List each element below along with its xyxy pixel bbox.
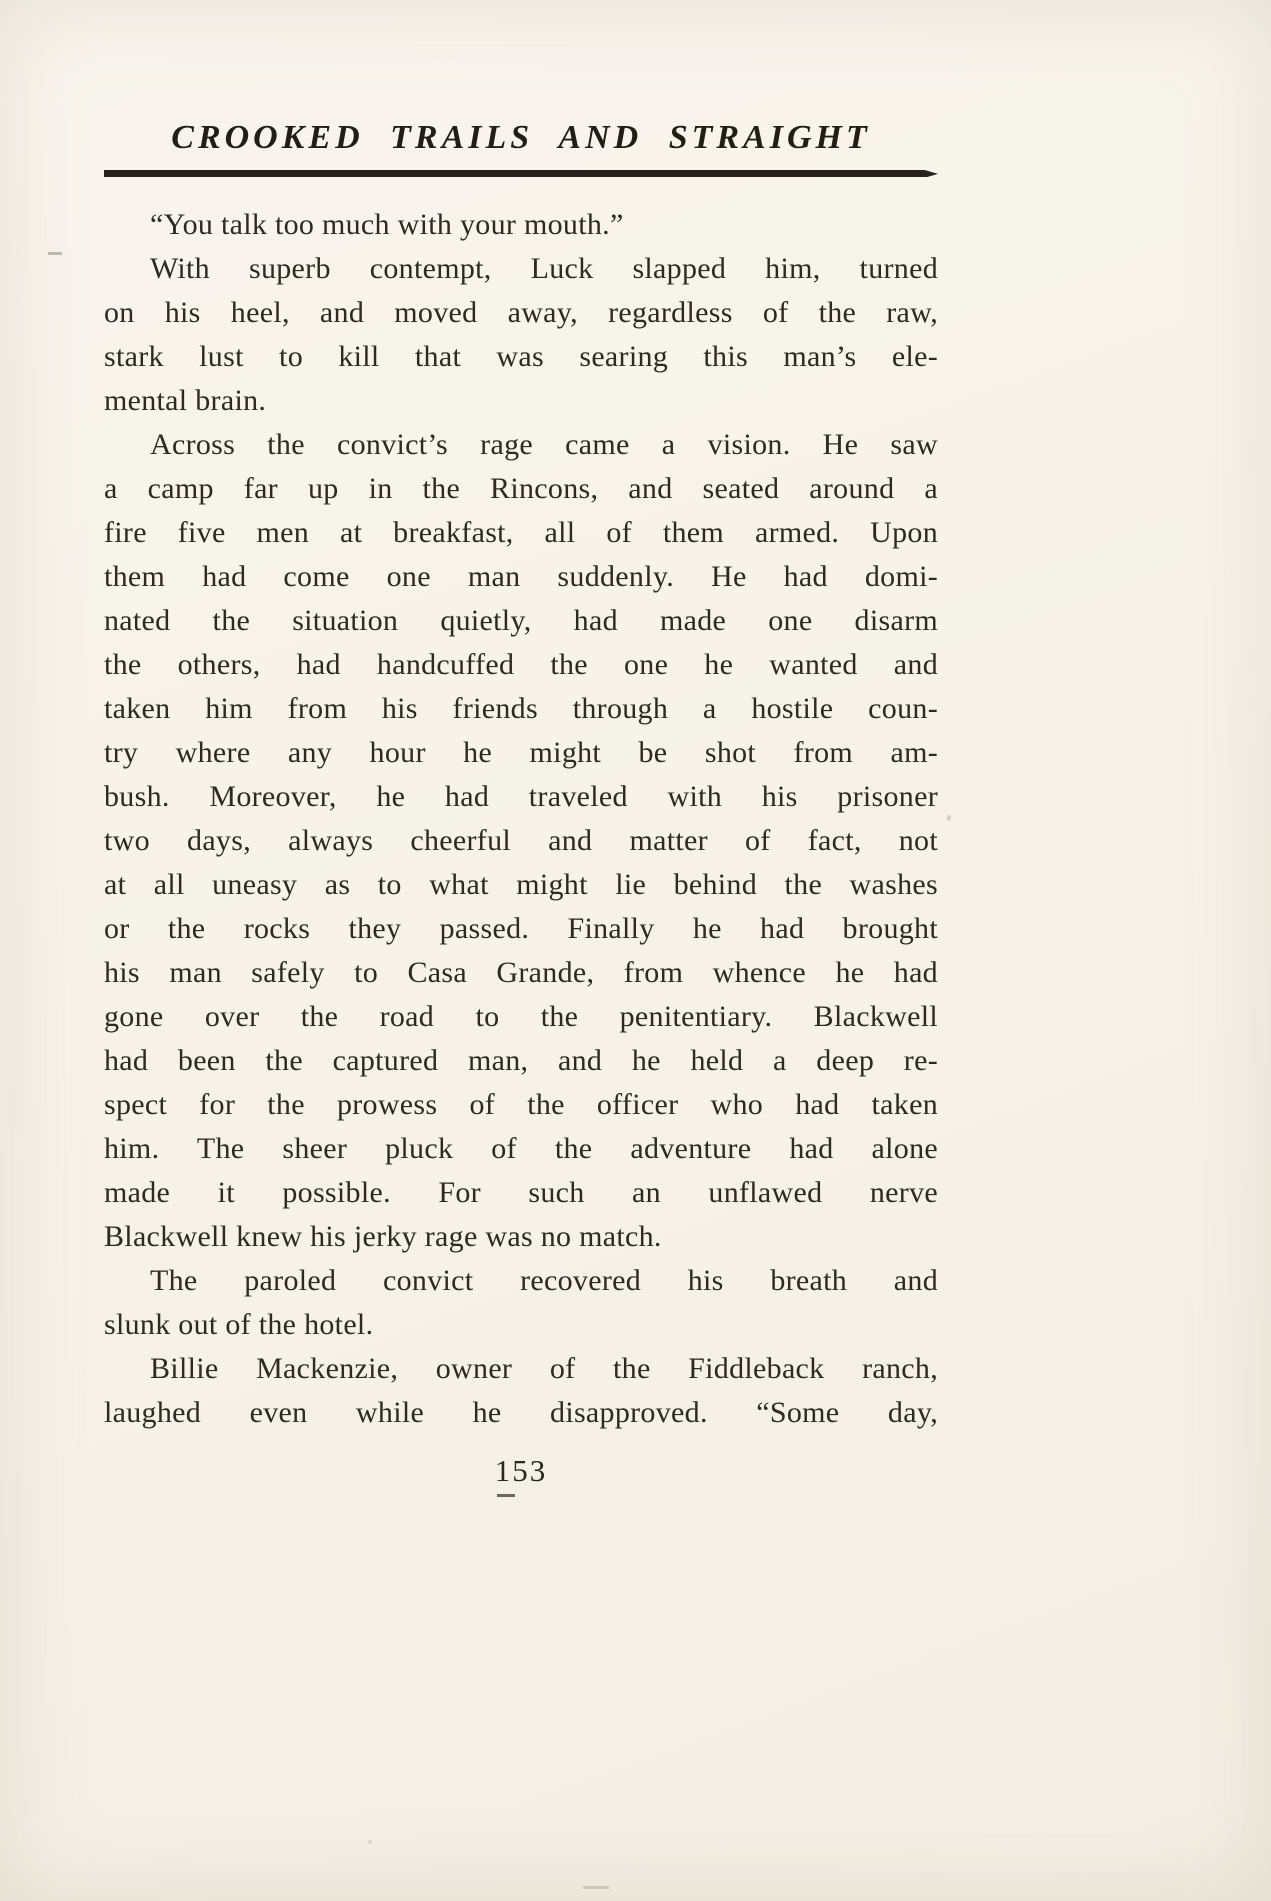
scan-artifact <box>368 1840 372 1844</box>
text-line: on his heel, and moved away, regardless of the raw, <box>104 296 938 329</box>
page-number: 153 <box>104 1453 938 1489</box>
text-line: at all uneasy as to what might lie behind the washes <box>104 868 938 901</box>
text-line: With superb contempt, Luck slapped him, turned <box>150 252 938 285</box>
text-line: taken him from his friends through a hostile coun- <box>104 692 938 725</box>
text-line: two days, always cheerful and matter of fact, not <box>104 824 938 857</box>
body-text <box>104 203 938 1435</box>
text-line: try where any hour he might be shot from am- <box>104 736 938 769</box>
text-line: them had come one man suddenly. He had domi- <box>104 560 938 593</box>
text-line: stark lust to kill that was searing this man’s ele- <box>104 340 938 373</box>
text-column <box>104 118 938 1489</box>
scan-artifact <box>48 252 62 255</box>
text-line: The paroled convict recovered his breath and <box>150 1264 938 1297</box>
text-line: laughed even while he disapproved. “Some day, <box>104 1396 938 1429</box>
text-line: spect for the prowess of the officer who had taken <box>104 1088 938 1121</box>
header-rule <box>104 170 938 177</box>
text-line: Billie Mackenzie, owner of the Fiddleback ranch, <box>150 1352 938 1385</box>
text-line: nated the situation quietly, had made one disarm <box>104 604 938 637</box>
text-line: the others, had handcuffed the one he wanted and <box>104 648 938 681</box>
text-line: bush. Moreover, he had traveled with his prisoner <box>104 780 938 813</box>
text-line: mental brain. <box>104 384 267 417</box>
text-line: Blackwell knew his jerky rage was no match. <box>104 1220 662 1253</box>
text-line: him. The sheer pluck of the adventure had alone <box>104 1132 938 1165</box>
paragraph <box>104 423 938 1259</box>
paragraph <box>104 247 938 423</box>
text-line: gone over the road to the penitentiary. Blackwell <box>104 1000 938 1033</box>
scan-artifact <box>947 815 951 821</box>
text-line: had been the captured man, and he held a deep re- <box>104 1044 938 1077</box>
running-head: CROOKED TRAILS AND STRAIGHT <box>171 119 871 156</box>
paragraph <box>104 1259 938 1347</box>
text-line: or the rocks they passed. Finally he had brought <box>104 912 938 945</box>
text-line: his man safely to Casa Grande, from whence he had <box>104 956 938 989</box>
paragraph <box>104 203 938 247</box>
text-line: made it possible. For such an unflawed nerve <box>104 1176 938 1209</box>
scan-artifact <box>583 1886 609 1889</box>
text-line: fire five men at breakfast, all of them armed. Upon <box>104 516 938 549</box>
text-line: Across the convict’s rage came a vision. He saw <box>150 428 938 461</box>
text-line: slunk out of the hotel. <box>104 1308 374 1341</box>
text-line: “You talk too much with your mouth.” <box>150 208 624 241</box>
paragraph <box>104 1347 938 1435</box>
text-line: a camp far up in the Rincons, and seated around a <box>104 472 938 505</box>
